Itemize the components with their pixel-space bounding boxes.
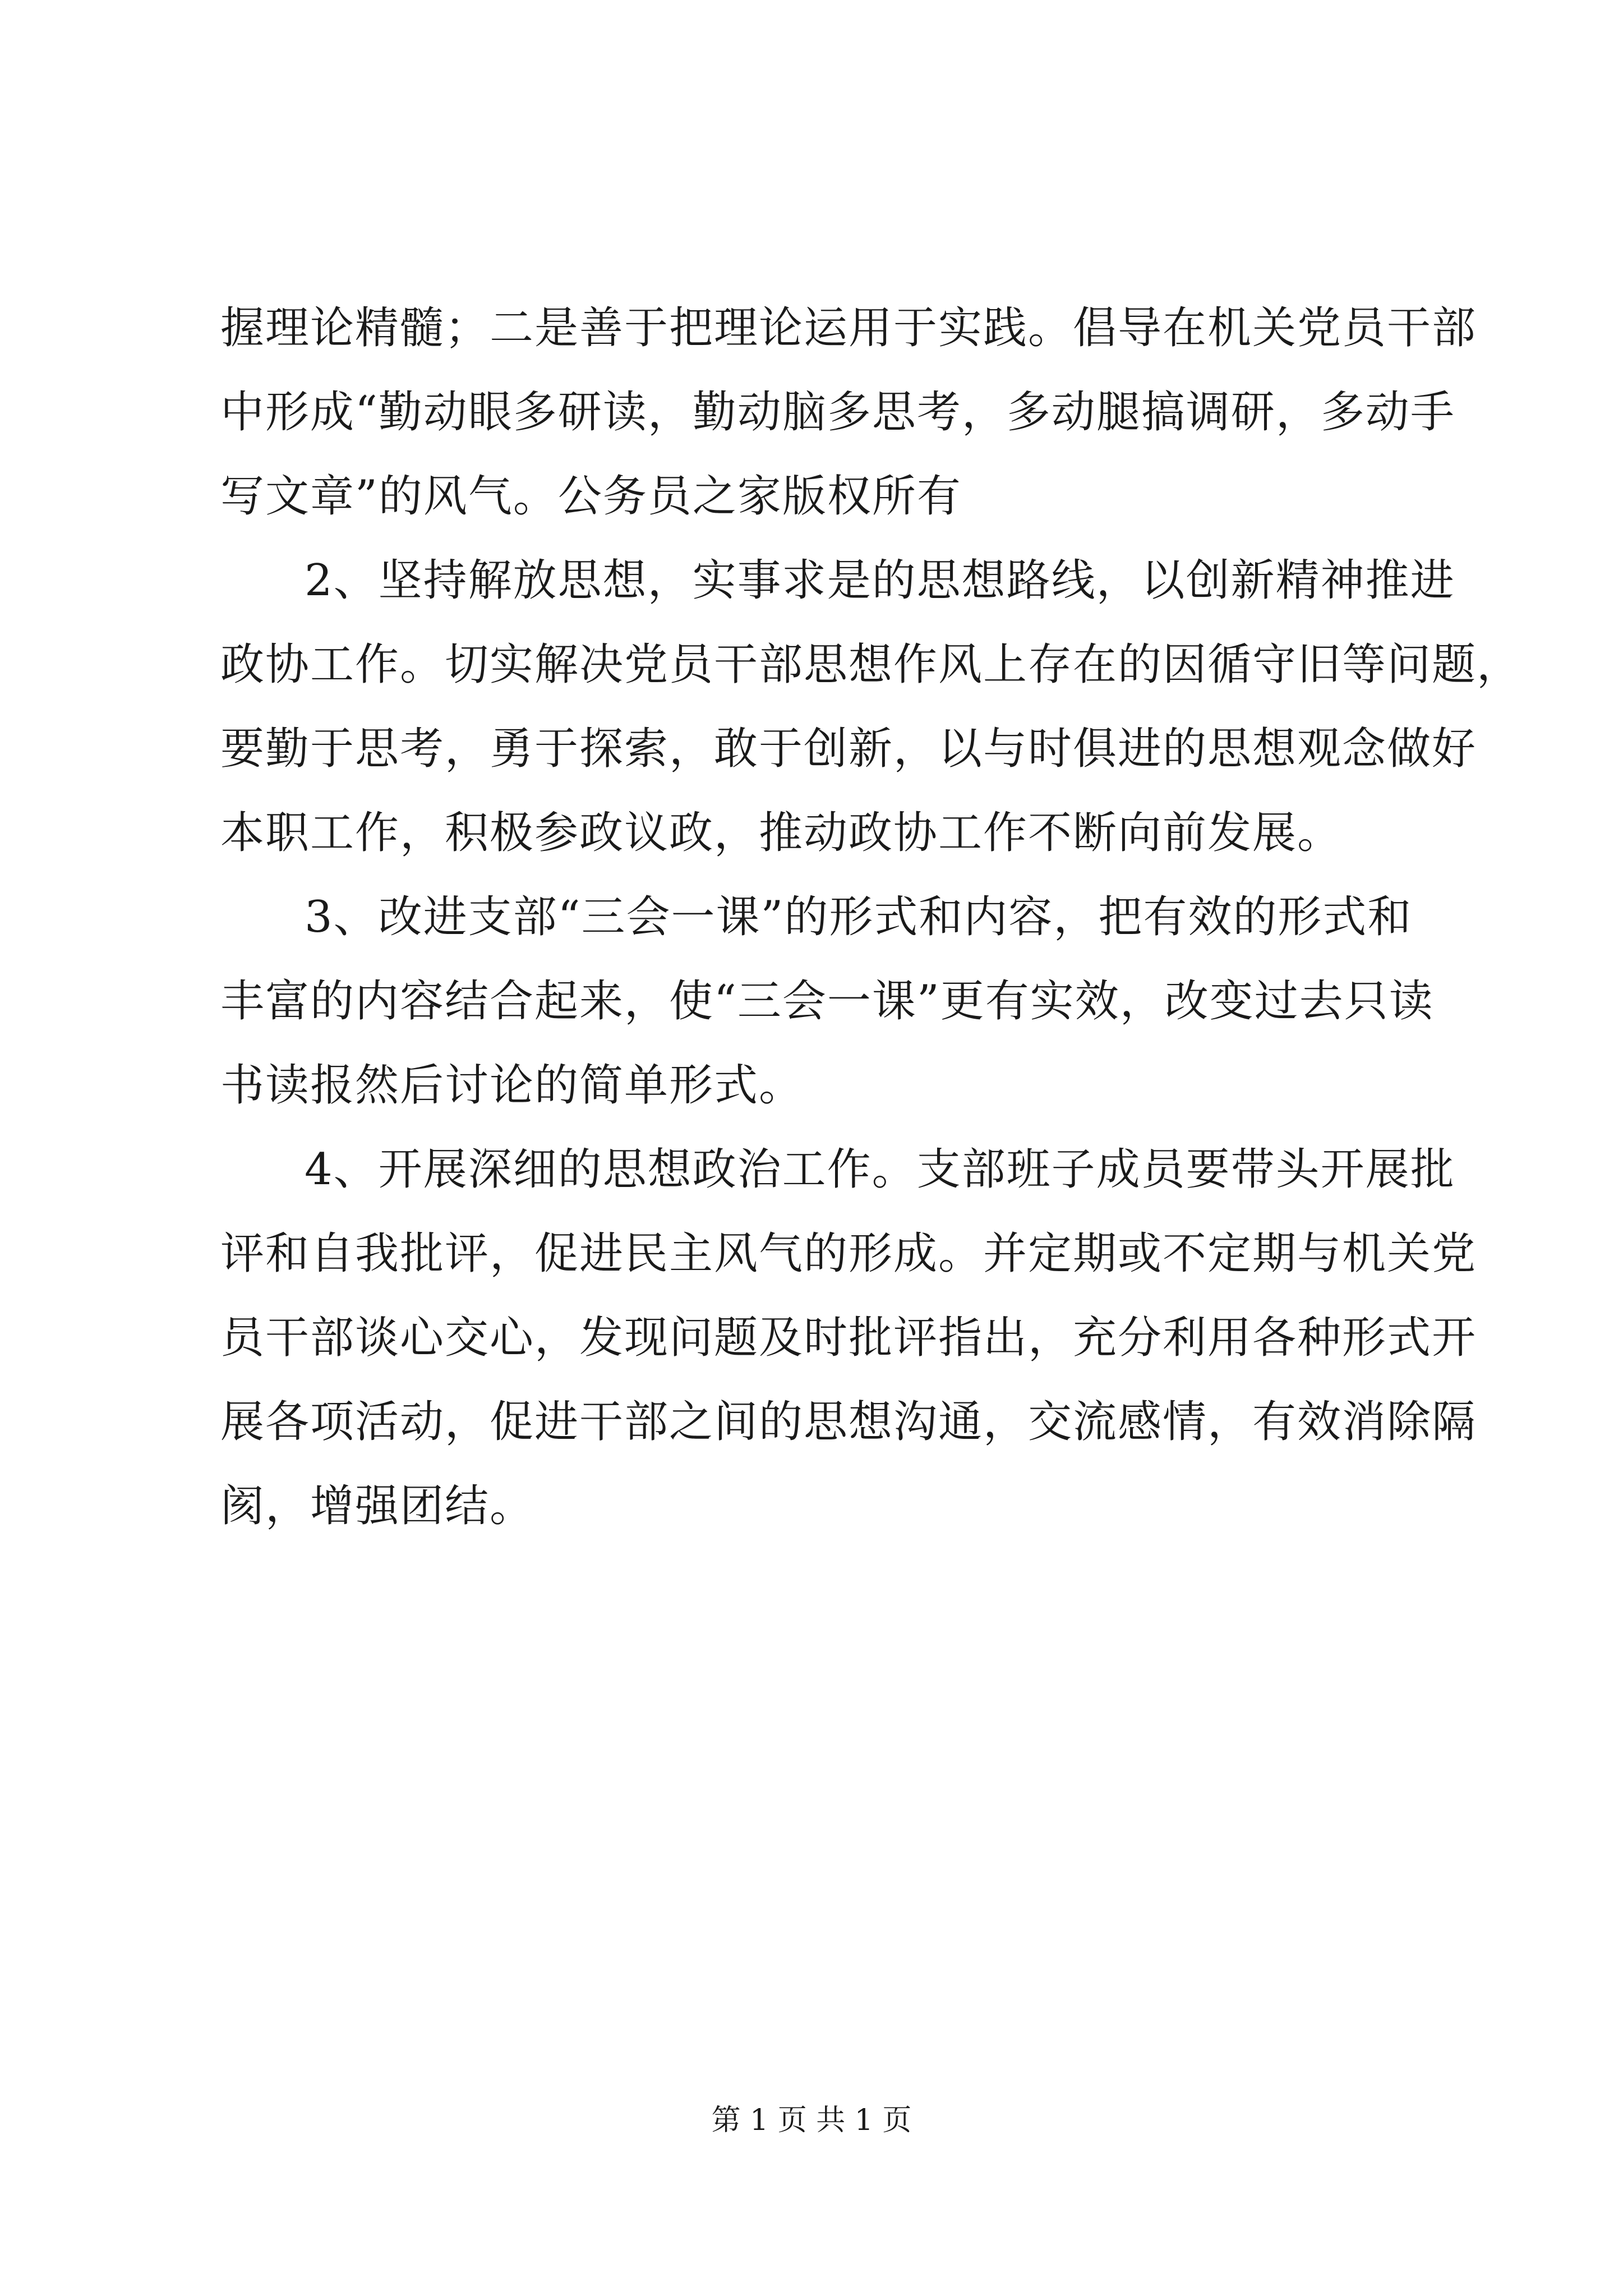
paragraph-2-line-2: 政协工作。切实解决党员干部思想作风上存在的因循守旧等问题， [220,639,1522,690]
paragraph-3-line-3: 书读报然后讨论的简单形式。 [220,1060,804,1111]
paragraph-4-line-4: 展各项活动，促进干部之间的思想沟通，交流感情，有效消除隔 [220,1397,1477,1447]
page-number-footer: 第 1 页 共 1 页 [711,2104,912,2137]
paragraph-4-line-1: 4、开展深细的思想政治工作。支部班子成员要带头开展批 [305,1144,1455,1195]
paragraph-4-line-5: 阂，增强团结。 [220,1481,535,1531]
paragraph-4-line-2: 评和自我批评，促进民主风气的形成。并定期或不定期与机关党 [220,1228,1477,1279]
paragraph-3-line-1: 3、改进支部“三会一课”的形式和内容，把有效的形式和 [305,892,1413,942]
paragraph-1-line-3: 写文章”的风气。公务员之家版权所有 [220,471,962,522]
paragraph-4-line-3: 员干部谈心交心，发现问题及时批评指出，充分利用各种形式开 [220,1313,1477,1363]
paragraph-2-line-3: 要勤于思考，勇于探索，敢于创新，以与时俱进的思想观念做好 [220,724,1477,774]
paragraph-3-line-2: 丰富的内容结合起来，使“三会一课”更有实效，改变过去只读 [220,976,1434,1027]
paragraph-2-line-1: 2、坚持解放思想，实事求是的思想路线，以创新精神推进 [305,555,1455,606]
paragraph-2-line-4: 本职工作，积极参政议政，推动政协工作不断向前发展。 [220,808,1343,858]
paragraph-1-line-1: 握理论精髓；二是善于把理论运用于实践。倡导在机关党员干部 [220,303,1477,353]
paragraph-1-line-2: 中形成“勤动眼多研读，勤动脑多思考，多动腿搞调研，多动手 [220,387,1455,438]
